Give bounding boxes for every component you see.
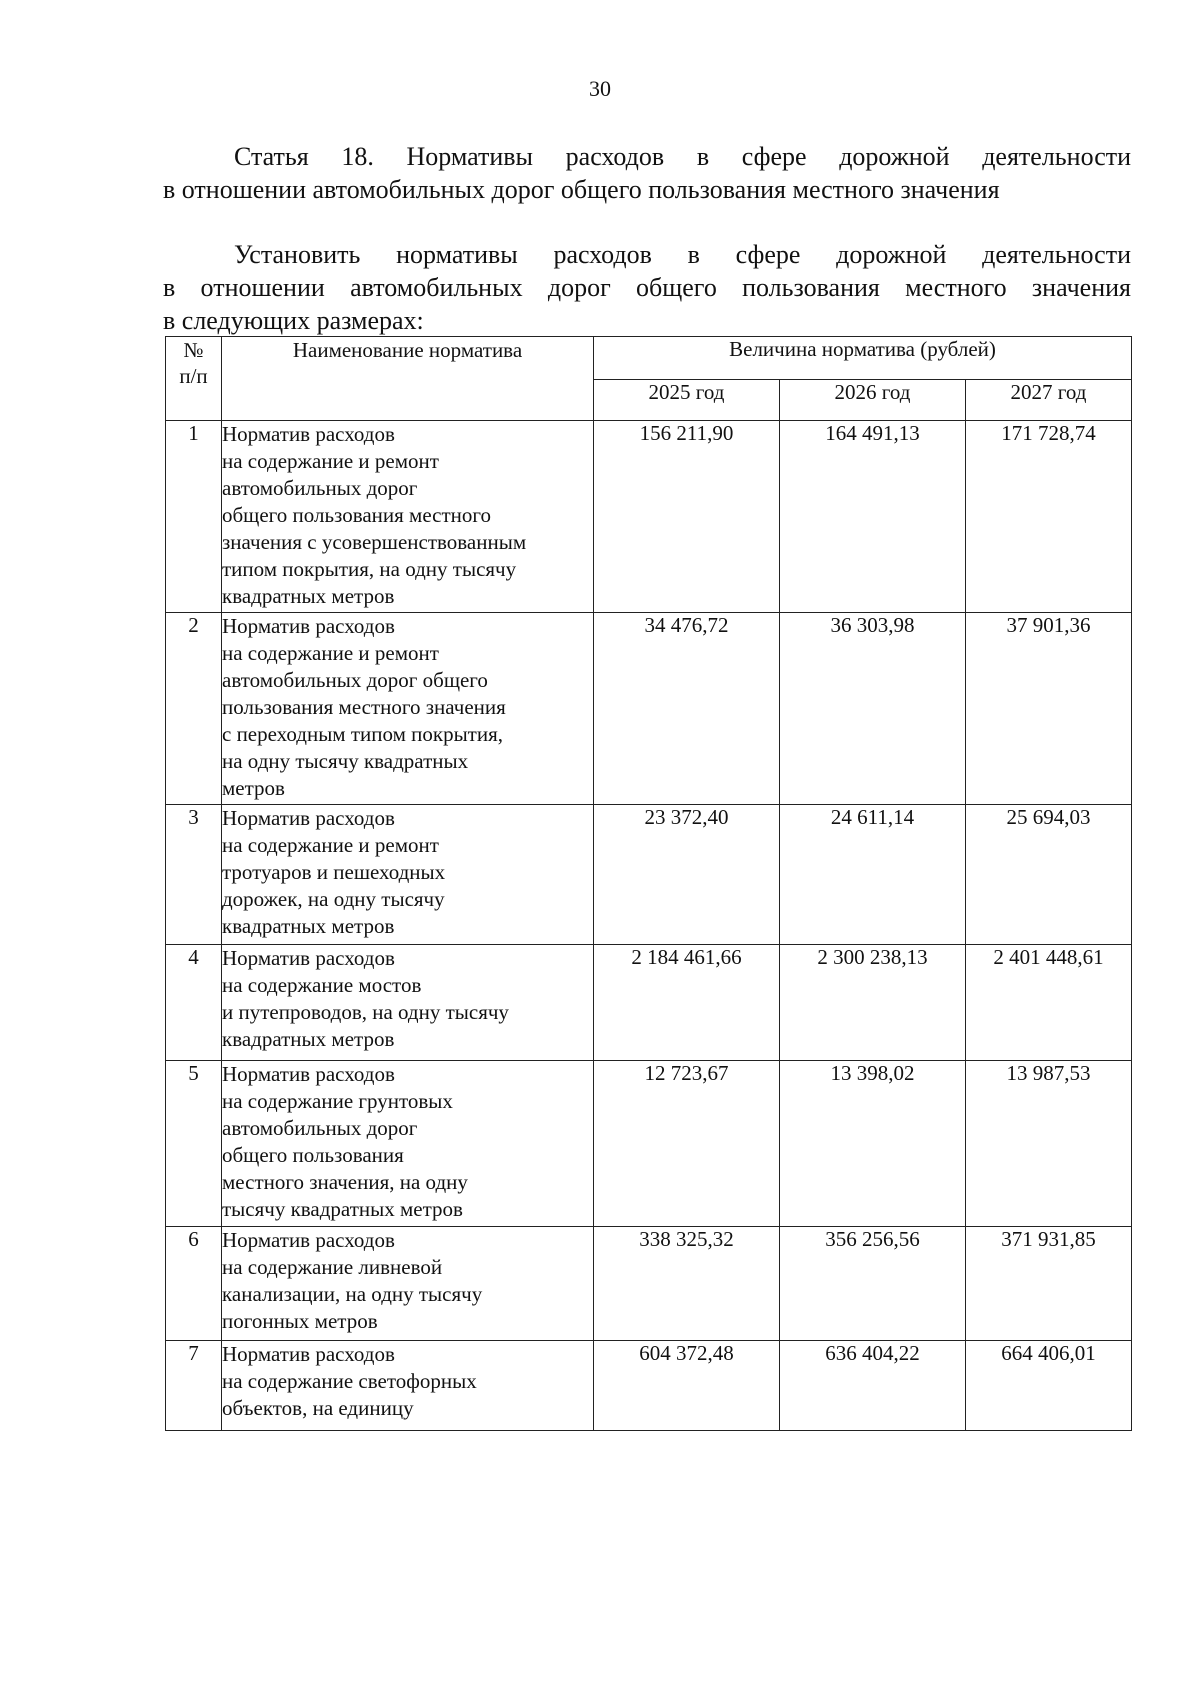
row-value-2025: 338 325,32 bbox=[594, 1227, 780, 1341]
row-num: 5 bbox=[166, 1061, 222, 1227]
row-value-2025: 23 372,40 bbox=[594, 805, 780, 945]
row-value-2025: 156 211,90 bbox=[594, 421, 780, 613]
text-word: автомобильных bbox=[350, 273, 523, 302]
row-value-2027: 25 694,03 bbox=[966, 805, 1132, 945]
row-value-2026: 2 300 238,13 bbox=[780, 945, 966, 1061]
table-row bbox=[166, 945, 1132, 1061]
header-num: № п/п bbox=[166, 337, 222, 421]
row-value-2027: 13 987,53 bbox=[966, 1061, 1132, 1227]
row-value-2027: 37 901,36 bbox=[966, 613, 1132, 805]
row-name: Норматив расходов на содержание и ремонт автомобильных дорог общего пользования местного значения с усовершенствованным типом покрытия, на одну тысячу квадратных метров bbox=[222, 421, 594, 613]
row-name: Норматив расходов на содержание и ремонт тротуаров и пешеходных дорожек, на одну тысячу квадратных метров bbox=[222, 805, 594, 945]
row-name: Норматив расходов на содержание ливневой канализации, на одну тысячу погонных метров bbox=[222, 1227, 594, 1341]
table-row bbox=[166, 1061, 1132, 1227]
text-word: местного bbox=[905, 273, 1007, 302]
text-word: Статья 18. Нормативы bbox=[234, 142, 534, 171]
header-value-group: Величина норматива (рублей) bbox=[594, 337, 1132, 380]
row-value-2026: 36 303,98 bbox=[780, 613, 966, 805]
article-title bbox=[163, 140, 1131, 206]
text-word: Установить bbox=[234, 240, 361, 269]
table-row bbox=[166, 805, 1132, 945]
row-value-2026: 24 611,14 bbox=[780, 805, 966, 945]
article-title-line-1 bbox=[163, 140, 1131, 173]
text-word: расходов bbox=[553, 240, 652, 269]
row-value-2026: 13 398,02 bbox=[780, 1061, 966, 1227]
article-intro-line-1 bbox=[163, 238, 1131, 271]
row-value-2027: 2 401 448,61 bbox=[966, 945, 1132, 1061]
row-value-2027: 664 406,01 bbox=[966, 1341, 1132, 1431]
row-num: 6 bbox=[166, 1227, 222, 1341]
row-value-2027: 371 931,85 bbox=[966, 1227, 1132, 1341]
row-value-2025: 12 723,67 bbox=[594, 1061, 780, 1227]
text-word: в bbox=[687, 240, 700, 269]
text-word: отношении bbox=[200, 273, 325, 302]
header-year-2027: 2027 год bbox=[966, 380, 1132, 421]
text-word: в bbox=[163, 273, 176, 302]
text-word: пользования bbox=[742, 273, 880, 302]
row-name: Норматив расходов на содержание грунтовых автомобильных дорог общего пользования местного значения, на одну тысячу квадратных метров bbox=[222, 1061, 594, 1227]
row-value-2025: 604 372,48 bbox=[594, 1341, 780, 1431]
norms-table bbox=[165, 336, 1132, 1431]
page-number: 30 bbox=[589, 76, 611, 101]
text-word: в bbox=[696, 142, 710, 171]
text-word: дорог bbox=[547, 273, 611, 302]
table-row bbox=[166, 613, 1132, 805]
text-word: дорожной bbox=[839, 142, 950, 171]
row-num: 3 bbox=[166, 805, 222, 945]
article-intro bbox=[163, 238, 1131, 337]
article-title-line-2: в отношении автомобильных дорог общего пользования местного значения bbox=[163, 175, 1000, 204]
row-value-2025: 34 476,72 bbox=[594, 613, 780, 805]
text-word: расходов bbox=[565, 142, 665, 171]
text-word: общего bbox=[636, 273, 717, 302]
header-year-2026: 2026 год bbox=[780, 380, 966, 421]
text-word: значения bbox=[1031, 273, 1131, 302]
row-name: Норматив расходов на содержание и ремонт автомобильных дорог общего пользования местного значения с переходным типом покрытия, на одну тысячу квадратных метров bbox=[222, 613, 594, 805]
text-word: деятельности bbox=[982, 142, 1132, 171]
row-num: 4 bbox=[166, 945, 222, 1061]
row-value-2027: 171 728,74 bbox=[966, 421, 1132, 613]
row-value-2026: 164 491,13 bbox=[780, 421, 966, 613]
row-num: 1 bbox=[166, 421, 222, 613]
row-name: Норматив расходов на содержание светофорных объектов, на единицу bbox=[222, 1341, 594, 1431]
text-word: нормативы bbox=[396, 240, 518, 269]
text-word: сфере bbox=[735, 240, 801, 269]
table-row bbox=[166, 421, 1132, 613]
row-num: 2 bbox=[166, 613, 222, 805]
text-word: дорожной bbox=[836, 240, 947, 269]
row-name: Норматив расходов на содержание мостов и путепроводов, на одну тысячу квадратных метров bbox=[222, 945, 594, 1061]
text-word: сфере bbox=[741, 142, 807, 171]
row-num: 7 bbox=[166, 1341, 222, 1431]
header-year-2025: 2025 год bbox=[594, 380, 780, 421]
row-value-2026: 636 404,22 bbox=[780, 1341, 966, 1431]
table-row bbox=[166, 1341, 1132, 1431]
header-name: Наименование норматива bbox=[222, 337, 594, 421]
row-value-2026: 356 256,56 bbox=[780, 1227, 966, 1341]
table-row bbox=[166, 1227, 1132, 1341]
article-intro-line-2 bbox=[163, 271, 1131, 304]
text-word: деятельности bbox=[982, 240, 1131, 269]
table-header-row bbox=[166, 337, 1132, 380]
article-intro-line-3: в следующих размерах: bbox=[163, 306, 424, 335]
row-value-2025: 2 184 461,66 bbox=[594, 945, 780, 1061]
